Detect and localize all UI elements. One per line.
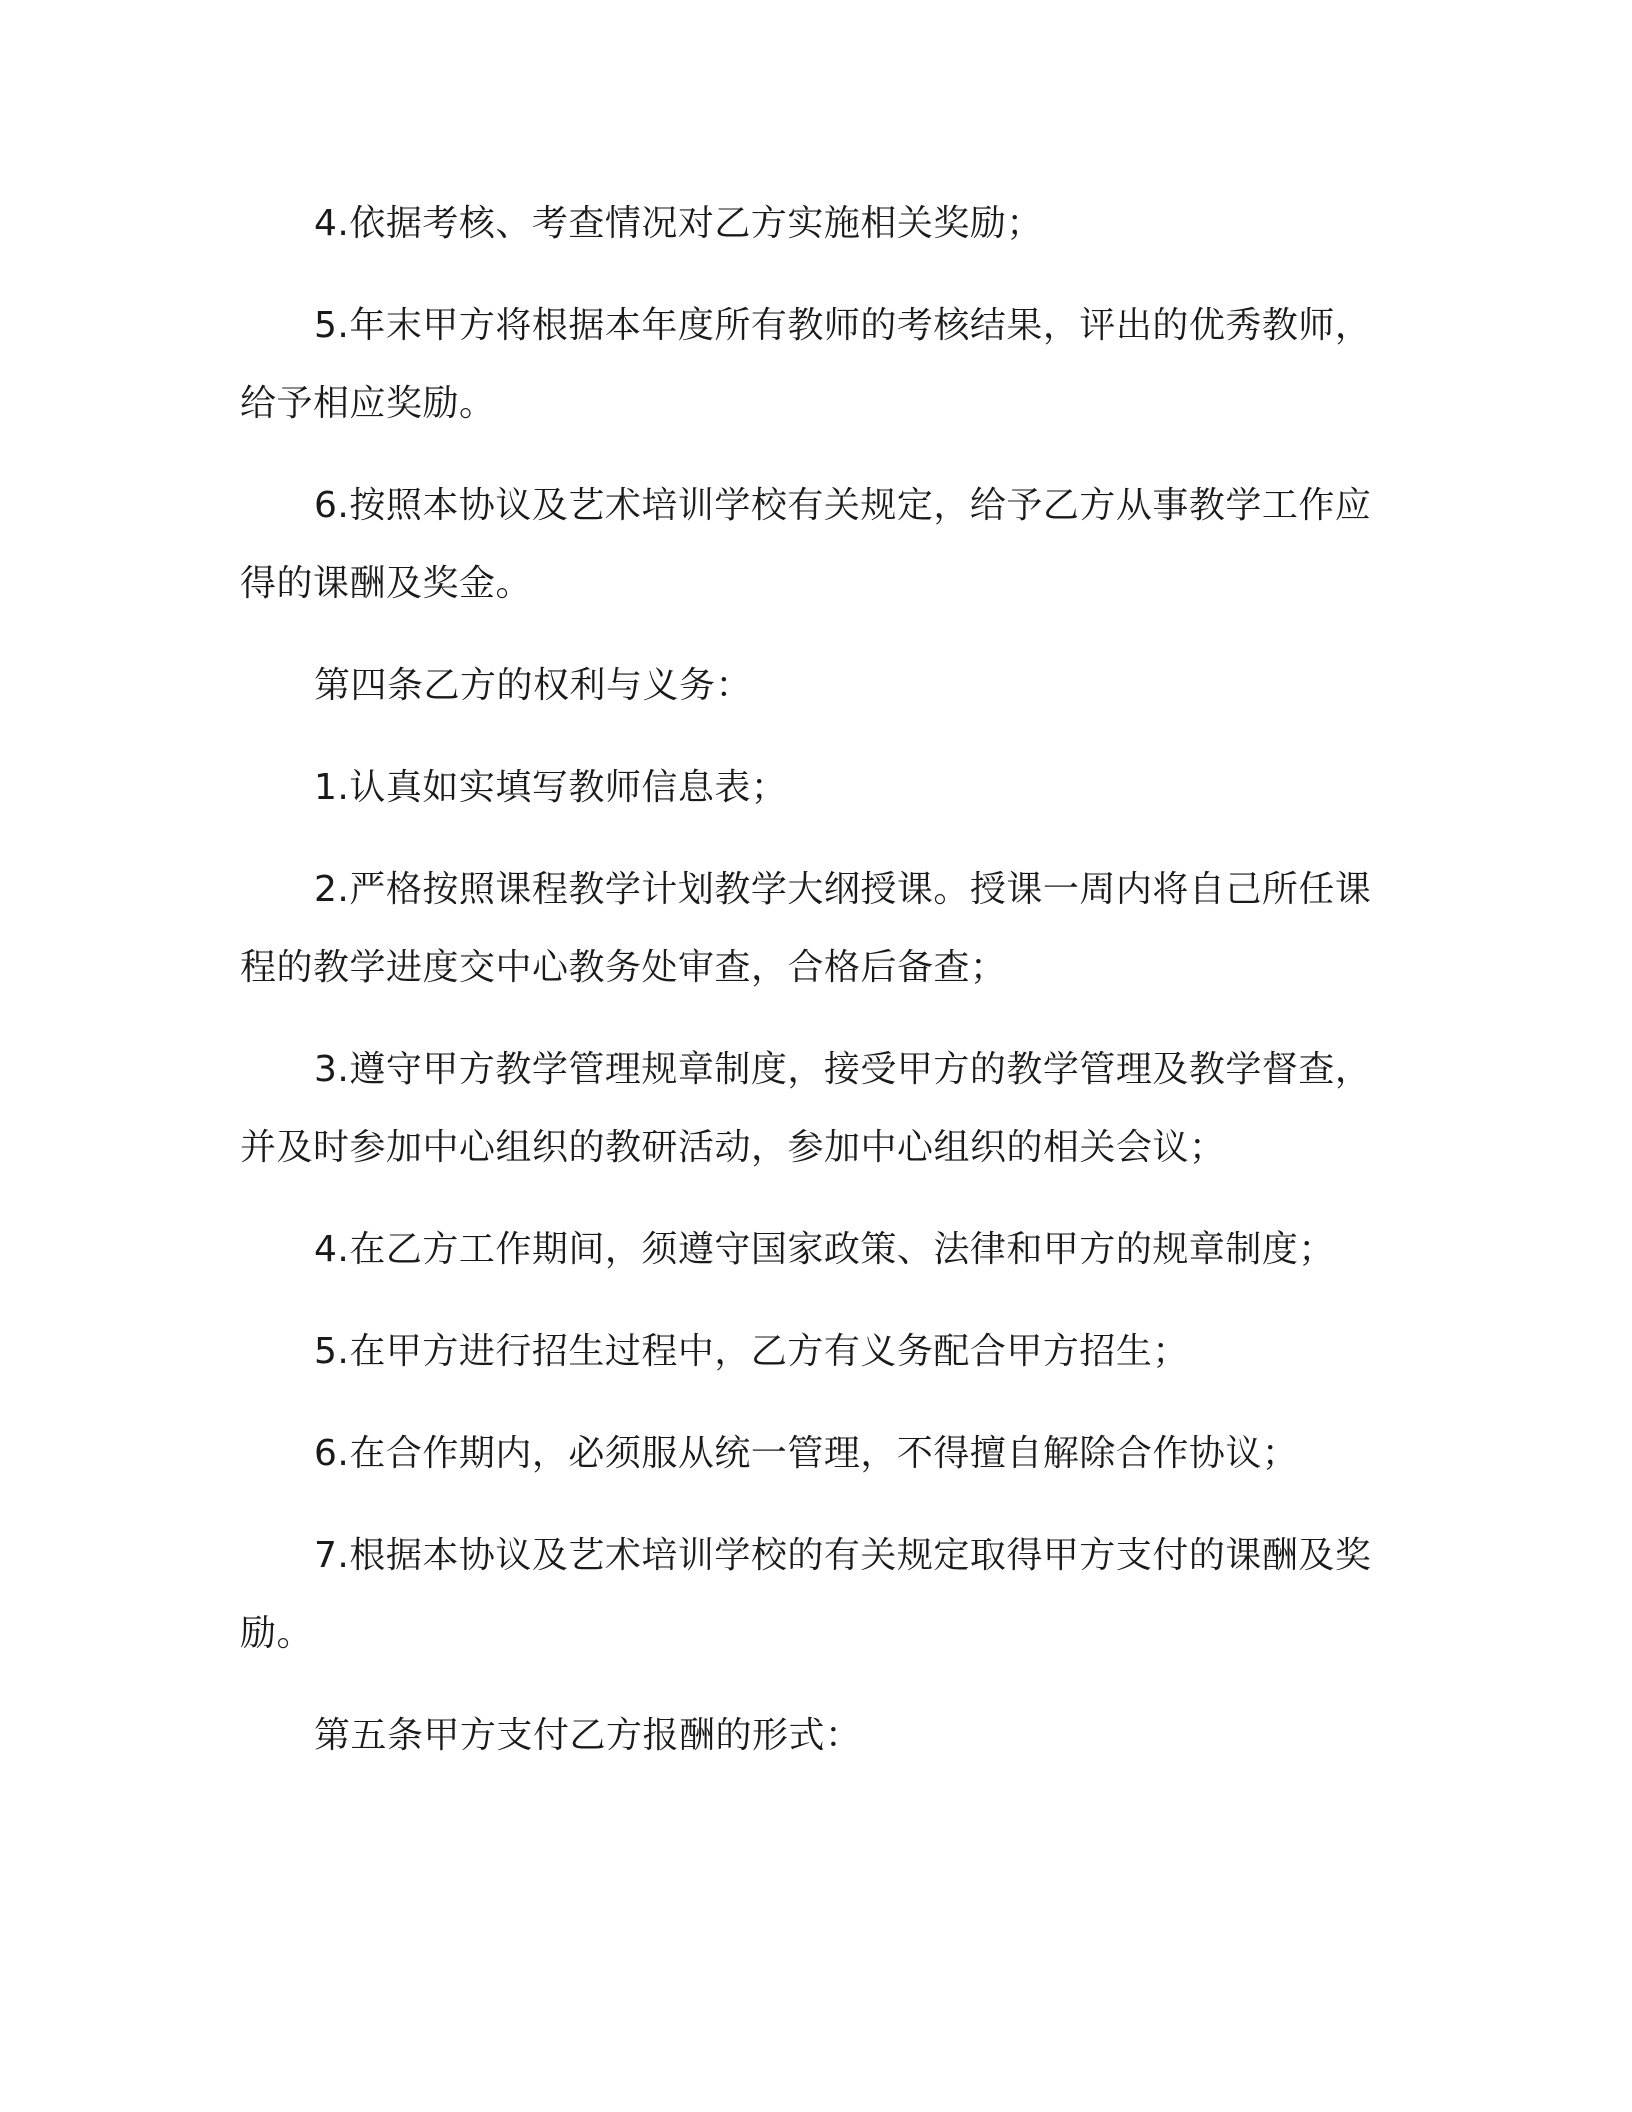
document-body (240, 185, 1390, 1775)
paragraph: 3.遵守甲方教学管理规章制度，接受甲方的教学管理及教学督查，并及时参加中心组织的教研活动，参加中心组织的相关会议； (240, 1049, 1372, 1168)
paragraph: 1.认真如实填写教师信息表； (314, 767, 788, 808)
paragraph: 5.年末甲方将根据本年度所有教师的考核结果，评出的优秀教师，给予相应奖励。 (240, 305, 1372, 424)
paragraph: 5.在甲方进行招生过程中，乙方有义务配合甲方招生； (314, 1331, 1189, 1372)
section-heading: 第四条乙方的权利与义务： (314, 665, 753, 706)
paragraph: 7.根据本协议及艺术培训学校的有关规定取得甲方支付的课酬及奖励。 (240, 1535, 1372, 1654)
paragraph: 6.在合作期内，必须服从统一管理，不得擅自解除合作协议； (314, 1433, 1299, 1474)
paragraph: 6.按照本协议及艺术培训学校有关规定，给予乙方从事教学工作应得的课酬及奖金。 (240, 485, 1372, 604)
paragraph: 2.严格按照课程教学计划教学大纲授课。授课一周内将自己所任课程的教学进度交中心教务处审查，合格后备查； (240, 869, 1372, 988)
section-heading: 第五条甲方支付乙方报酬的形式： (314, 1715, 862, 1756)
paragraph: 4.依据考核、考查情况对乙方实施相关奖励； (314, 203, 1043, 244)
paragraph: 4.在乙方工作期间，须遵守国家政策、法律和甲方的规章制度； (314, 1229, 1335, 1270)
